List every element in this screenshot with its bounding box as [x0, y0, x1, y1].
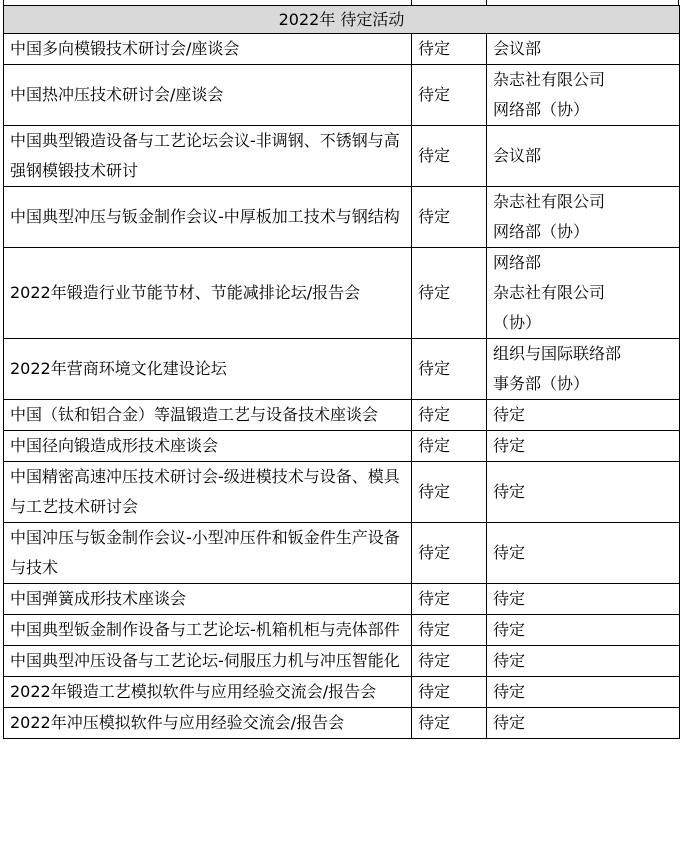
activity-name-cell: 中国热冲压技术研讨会/座谈会 — [4, 65, 412, 126]
activity-time-cell: 待定 — [412, 339, 487, 400]
organizer-line: 待定 — [493, 543, 526, 562]
organizer-cell — [487, 431, 680, 462]
table-row — [4, 187, 680, 248]
activity-name-cell: 中国冲压与钣金制作会议-小型冲压件和钣金件生产设备与技术 — [4, 523, 412, 584]
activity-name-cell: 2022年冲压模拟软件与应用经验交流会/报告会 — [4, 708, 412, 739]
organizer-line: 待定 — [493, 651, 526, 670]
table-row — [4, 615, 680, 646]
table-header-row — [4, 6, 680, 34]
organizer-cell — [487, 646, 680, 677]
activity-time-cell: 待定 — [412, 126, 487, 187]
activity-name-cell: 中国典型锻造设备与工艺论坛会议-非调钢、不锈钢与高强钢模锻技术研讨 — [4, 126, 412, 187]
organizer-cell — [487, 400, 680, 431]
organizer-cell — [487, 708, 680, 739]
table-row — [4, 584, 680, 615]
activity-time-cell: 待定 — [412, 187, 487, 248]
table-row — [4, 65, 680, 126]
activity-name-cell: 中国精密高速冲压技术研讨会-级进模技术与设备、模具与工艺技术研讨会 — [4, 462, 412, 523]
activity-name-cell: 2022年营商环境文化建设论坛 — [4, 339, 412, 400]
activity-time-cell: 待定 — [412, 584, 487, 615]
table-row — [4, 339, 680, 400]
activity-name-cell: 中国典型冲压设备与工艺论坛-伺服压力机与冲压智能化 — [4, 646, 412, 677]
organizer-line: 网络部（协） — [493, 222, 590, 241]
activity-name-cell: 中国（钛和铝合金）等温锻造工艺与设备技术座谈会 — [4, 400, 412, 431]
table-row — [4, 400, 680, 431]
organizer-line: 杂志社有限公司 — [493, 192, 606, 211]
activity-name-cell: 中国典型钣金制作设备与工艺论坛-机箱机柜与壳体部件 — [4, 615, 412, 646]
organizer-cell — [487, 584, 680, 615]
organizer-cell — [487, 65, 680, 126]
activity-time-cell: 待定 — [412, 400, 487, 431]
activity-time-cell: 待定 — [412, 523, 487, 584]
activity-time-cell: 待定 — [412, 431, 487, 462]
activity-name-cell: 2022年锻造工艺模拟软件与应用经验交流会/报告会 — [4, 677, 412, 708]
organizer-cell — [487, 339, 680, 400]
organizer-line: 杂志社有限公司 — [493, 70, 606, 89]
table-row — [4, 708, 680, 739]
activity-name-cell: 中国弹簧成形技术座谈会 — [4, 584, 412, 615]
table-title: 2022年 待定活动 — [4, 6, 680, 34]
organizer-line: （协） — [493, 313, 542, 332]
organizer-cell — [487, 126, 680, 187]
table-row — [4, 34, 680, 65]
organizer-line: 杂志社有限公司 — [493, 283, 606, 302]
organizer-line: 组织与国际联络部 — [493, 344, 622, 363]
table-row — [4, 126, 680, 187]
table-row — [4, 646, 680, 677]
table-row — [4, 431, 680, 462]
organizer-line: 待定 — [493, 682, 526, 701]
table-row — [4, 462, 680, 523]
organizer-line: 待定 — [493, 713, 526, 732]
activity-name-cell: 2022年锻造行业节能节材、节能减排论坛/报告会 — [4, 248, 412, 339]
table-row — [4, 677, 680, 708]
activity-name-cell: 中国多向模锻技术研讨会/座谈会 — [4, 34, 412, 65]
organizer-line: 待定 — [493, 620, 526, 639]
activity-time-cell: 待定 — [412, 462, 487, 523]
activity-time-cell: 待定 — [412, 34, 487, 65]
organizer-line: 网络部（协） — [493, 100, 590, 119]
activity-time-cell: 待定 — [412, 677, 487, 708]
organizer-line: 待定 — [493, 405, 526, 424]
organizer-cell — [487, 677, 680, 708]
activity-time-cell: 待定 — [412, 646, 487, 677]
organizer-line: 网络部 — [493, 253, 542, 272]
organizer-cell — [487, 462, 680, 523]
organizer-line: 待定 — [493, 436, 526, 455]
organizer-cell — [487, 187, 680, 248]
activity-name-cell: 中国径向锻造成形技术座谈会 — [4, 431, 412, 462]
organizer-cell — [487, 248, 680, 339]
table-row — [4, 523, 680, 584]
organizer-line: 待定 — [493, 589, 526, 608]
activity-time-cell: 待定 — [412, 65, 487, 126]
activity-time-cell: 待定 — [412, 615, 487, 646]
organizer-line: 事务部（协） — [493, 374, 590, 393]
table-row — [4, 248, 680, 339]
organizer-line: 会议部 — [493, 39, 542, 58]
organizer-cell — [487, 615, 680, 646]
organizer-line: 会议部 — [493, 146, 542, 165]
pending-activities-table — [3, 5, 680, 739]
activity-name-cell: 中国典型冲压与钣金制作会议-中厚板加工技术与钢结构 — [4, 187, 412, 248]
activity-time-cell: 待定 — [412, 708, 487, 739]
organizer-cell — [487, 523, 680, 584]
activity-time-cell: 待定 — [412, 248, 487, 339]
organizer-cell — [487, 34, 680, 65]
organizer-line: 待定 — [493, 482, 526, 501]
